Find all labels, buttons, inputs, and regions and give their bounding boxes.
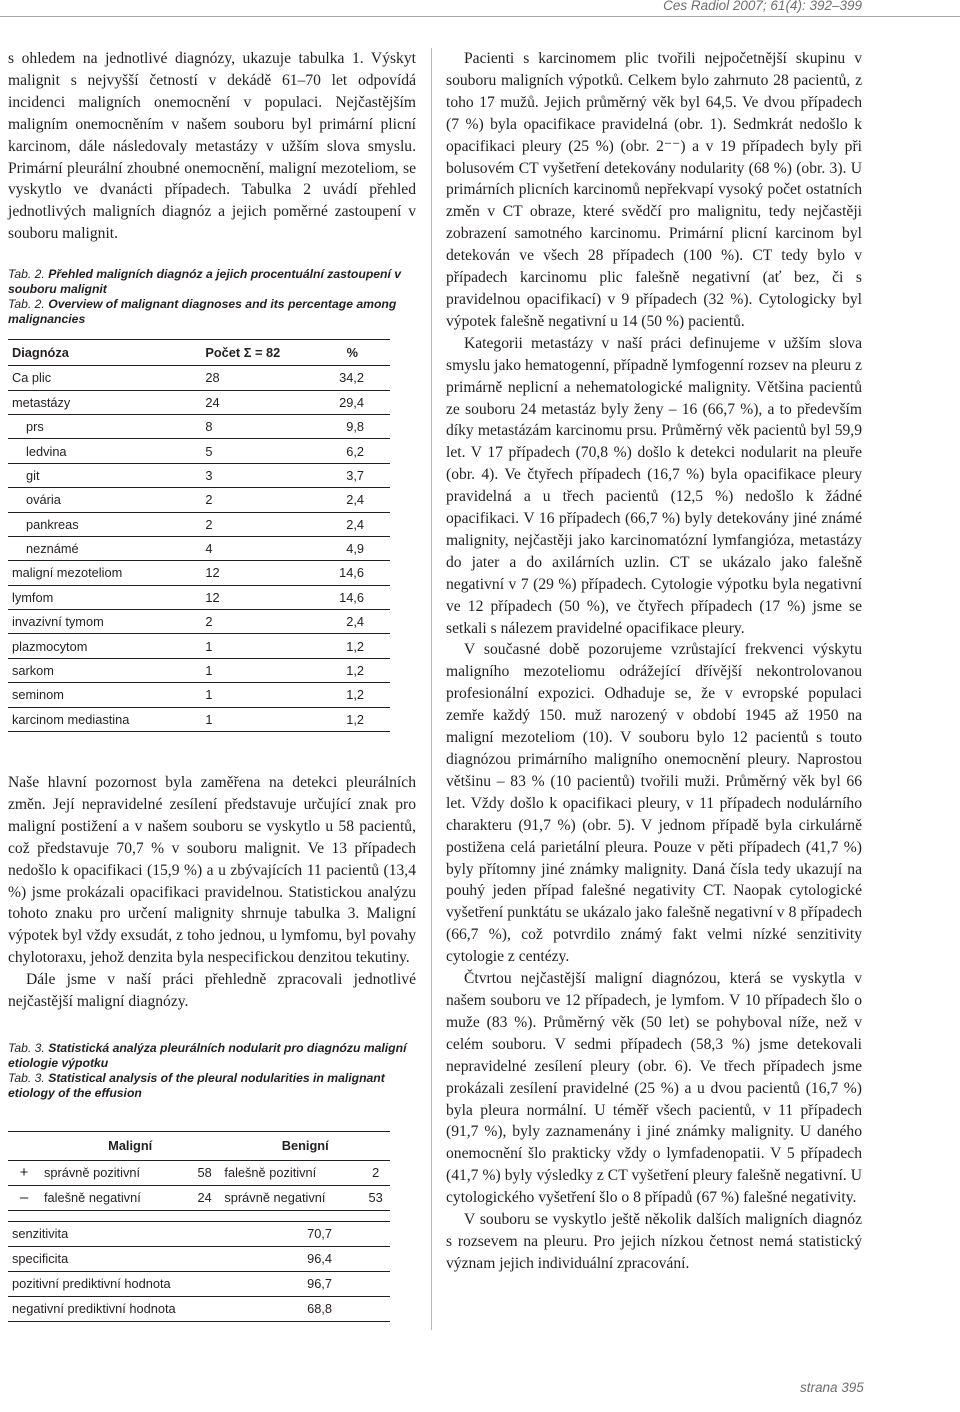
table2-cell-diagnosis: lymfom [8, 585, 171, 609]
table2-cell-count: 1 [171, 707, 318, 731]
table3-cell-malignant-label: falešně negativní [40, 1185, 189, 1210]
right-column [446, 48, 862, 1275]
table2-cell-percent: 2,4 [318, 488, 390, 512]
table3-header-benign: Benigní [220, 1131, 390, 1160]
header-rule [0, 16, 960, 17]
table3-metric-row [8, 1271, 390, 1296]
table3-metric-value: 70,7 [220, 1221, 390, 1246]
table2-cell-count: 5 [171, 439, 318, 463]
table2-cell-percent: 3,7 [318, 463, 390, 487]
table2-caption [8, 267, 416, 327]
table3-cell-malignant-value: 58 [189, 1160, 221, 1185]
table2-row [8, 585, 390, 609]
table3-header-malignant: Maligní [40, 1131, 220, 1160]
table2-cell-diagnosis: sarkom [8, 658, 171, 682]
table3-row [8, 1160, 390, 1185]
table2-cell-count: 28 [171, 366, 318, 390]
table3-cell-malignant-value: 24 [189, 1185, 221, 1210]
table2-row [8, 414, 390, 438]
right-paragraph-3: V současné době pozorujeme vzrůstající frekvenci výskytu maligního mezoteliomu odrážející dřívější nekontrolovanou profesionální expozici. Odhaduje se, že v evropské populaci zemře každý 150. muž narozený v období 1945 až 1950 na maligní mezoteliom (10). V souboru bylo 12 pacientů s touto diagnózou primárního maligního onemocnění pleury. Naprostou většinu – 83 % (10 pacientů) tvořili muži. Průměrný věk byl 66 let. Vždy došlo k opacifikaci pleury, v 11 případech nodulárního charakteru (91,7 %) (obr. 5). V jednom případě byla cirkulárně postižena celá parietální pleura. Pouze v pěti případech (41,7 %) byly přítomny jiné známky malignity. Daná čísla tedy ukazují na pouhý jeden případ falešné negativity CT. Naopak cytologické vyšetření punktátu se ukázalo jako falešně negativní v 8 případech (66,7 %), což potvrdilo známý fakt velmi nízké senzitivity cytologie z centézy. [446, 641, 862, 966]
table3-header-row [8, 1131, 390, 1160]
table3-row [8, 1185, 390, 1210]
table3-cell-benign-value: 53 [361, 1185, 390, 1210]
table2-row [8, 634, 390, 658]
table3-metric-name: pozitivní prediktivní hodnota [8, 1271, 220, 1296]
page-number: strana 395 [800, 1380, 864, 1395]
table2-cell-diagnosis: seminom [8, 683, 171, 707]
table2-cell-percent: 4,9 [318, 536, 390, 560]
table3-metric-name: senzitivita [8, 1221, 220, 1246]
table3-metric-value: 96,7 [220, 1271, 390, 1296]
table3-metric-row [8, 1246, 390, 1271]
table3-metric-name: specificita [8, 1246, 220, 1271]
table3-cell-benign-label: správně negativní [220, 1185, 361, 1210]
table2-header-count: Počet Σ = 82 [171, 340, 318, 366]
table2-body [8, 366, 390, 732]
table2-cell-diagnosis: invazivní tymom [8, 610, 171, 634]
table2-cell-count: 3 [171, 463, 318, 487]
table2-row [8, 610, 390, 634]
table3-spacer-row [8, 1210, 390, 1221]
table3-cell-sign: + [8, 1160, 40, 1185]
column-divider [431, 48, 432, 1330]
left-paragraph-2: Naše hlavní pozornost byla zaměřena na detekci pleurálních změn. Její nepravidelné zesílení představuje určující znak pro maligní postižení a v našem souboru se vyskytlo u 58 pacientů, což představuje 70,7 % v souboru malignit. Ve 13 případech nedošlo k opacifikaci (15,9 %) a u zbývajících 11 pacientů (13,4 %) jsme prokázali opacifikaci pravidelnou. Statistickou analýzu tohoto znaku pro určení malignity shrnuje tabulka 3. Maligní výpotek byl vždy exsudát, z toho jednou, u lymfomu, byl povahy chylotoraxu, jehož denzita byla nespecifickou denzitou tekutiny. [8, 774, 416, 967]
table2-row [8, 488, 390, 512]
table3-cell-benign-value: 2 [361, 1160, 390, 1185]
right-paragraph-4: Čtvrtou nejčastější maligní diagnózou, která se vyskytla v našem souboru ve 12 případech, je lymfom. V 10 případech šlo o muže (83 %). Průměrný věk (50 let) se pohyboval níže, než v celém souboru. V sedmi případech (58,3 %) jsme detekovali nepravidelné zesílení pleury (obr. 6). Ve třech případech jsme prokázali zesílení pravidelné (25 %) a u dvou pacientů (16,7 %) byla pleura normální. U téměř všech pacientů, v 11 případech (91,7 %), byly zaznamenány i jiné známky malignity. U daného onemocnění šlo prakticky vždy o lymfadenopatii. V 5 případech (41,7 %) byly výsledky z CT vyšetření pleury falešně negativní. U cytologického vyšetření šlo o 8 případů (67 %) falešné negativity. [446, 970, 862, 1207]
table2-cell-diagnosis: Ca plic [8, 366, 171, 390]
table3 [8, 1131, 390, 1322]
table2-cell-diagnosis: plazmocytom [8, 634, 171, 658]
table2-row [8, 536, 390, 560]
left-paragraph-1: s ohledem na jednotlivé diagnózy, ukazuje tabulka 1. Výskyt malignit s nejvyšší četností v dekádě 61–70 let odpovídá incidenci maligních onemocnění v populaci. Nejčastějším maligním onemocněním v našem souboru byl primární plicní karcinom, dále následovaly metastázy v užším slova smyslu. Primární pleurální zhoubné onemocnění, maligní mezoteliom, se vyskytlo ve dvanácti případech. Tabulka 2 uvádí přehled jednotlivých maligních diagnóz a jejich poměrné zastoupení v souboru malignit. [8, 50, 416, 243]
table2-cell-count: 1 [171, 683, 318, 707]
table2-row [8, 439, 390, 463]
table2-cell-diagnosis: ovária [8, 488, 171, 512]
table2-cell-percent: 34,2 [318, 366, 390, 390]
table2-cell-count: 12 [171, 585, 318, 609]
table2-cell-count: 12 [171, 561, 318, 585]
table2-cell-count: 2 [171, 512, 318, 536]
table3-cell-malignant-label: správně pozitivní [40, 1160, 189, 1185]
table2-row [8, 512, 390, 536]
table2-cell-count: 8 [171, 414, 318, 438]
table3-metric-value: 96,4 [220, 1246, 390, 1271]
table2-row [8, 707, 390, 731]
table2-cell-percent: 2,4 [318, 512, 390, 536]
table3-caption-en: Tab. 3. Statistical analysis of the pleural nodularities in malignant etiology of the effusion [8, 1070, 385, 1100]
table3-metric-value: 68,8 [220, 1296, 390, 1321]
table3-metric-name: negativní prediktivní hodnota [8, 1296, 220, 1321]
table3-cell-sign: – [8, 1185, 40, 1210]
table2-cell-percent: 1,2 [318, 634, 390, 658]
table2-cell-percent: 9,8 [318, 414, 390, 438]
right-paragraph-5: V souboru se vyskytlo ještě několik dalších maligních diagnóz s rozsevem na pleuru. Pro jejich nízkou četnost nemá statistický význam jejich individuální zpracování. [446, 1211, 862, 1272]
right-paragraph-1: Pacienti s karcinomem plic tvořili nejpočetnější skupinu v souboru maligních výpotků. Celkem bylo zahrnuto 28 pacientů, z toho 17 mužů. Jejich průměrný věk byl 64,5. Ve dvou případech (7 %) byla opacifikace pravidelná (obr. 1). Sedmkrát nedošlo k opacifikaci pleury (25 %) (obr. 2⁻⁻) a v 19 případech byly při bolusovém CT vyšetření detekovány nodularity (68 %) (obr. 3). U primárních plicních karcinomů nepřekvapí vysoký počet ostatních změn v CT obraze, které svědčí pro malignitu, tedy nejčastěji zobrazení samotného karcinomu. Primární plicní karcinom byl detekován ve všech 28 případech (100 %). CT tedy bylo v případech karcinomu plic falešně negativní (ať bez, či s pravidelnou opacifikací) v 9 případech (32 %). Cytologicky byl výpotek falešně negativní u 14 (50 %) pacientů. [446, 50, 862, 330]
table2-cell-count: 4 [171, 536, 318, 560]
table2-cell-diagnosis: prs [8, 414, 171, 438]
left-paragraph-3: Dále jsme v naší práci přehledně zpracovali jednotlivé nejčastější maligní diagnózy. [8, 971, 416, 1011]
table2-cell-count: 2 [171, 488, 318, 512]
table2-cell-percent: 14,6 [318, 585, 390, 609]
table3-metric-row [8, 1221, 390, 1246]
journal-reference: Ces Radiol 2007; 61(4): 392–399 [663, 0, 862, 13]
table2-cell-percent: 1,2 [318, 683, 390, 707]
table2-cell-percent: 6,2 [318, 439, 390, 463]
table2 [8, 339, 390, 732]
table2-header-diagnosis: Diagnóza [8, 340, 171, 366]
table3-caption-cz: Tab. 3. Statistická analýza pleurálních nodularit pro diagnózu maligní etiologie výpotku [8, 1040, 407, 1070]
table2-cell-count: 24 [171, 390, 318, 414]
table2-row [8, 390, 390, 414]
table2-cell-diagnosis: ledvina [8, 439, 171, 463]
table2-row [8, 561, 390, 585]
table2-row [8, 683, 390, 707]
table2-row [8, 658, 390, 682]
left-column [8, 48, 416, 1322]
table2-row [8, 366, 390, 390]
table2-header-percent: % [318, 340, 390, 366]
table2-cell-percent: 1,2 [318, 658, 390, 682]
table2-cell-count: 1 [171, 658, 318, 682]
table2-cell-diagnosis: metastázy [8, 390, 171, 414]
table2-cell-diagnosis: git [8, 463, 171, 487]
table2-row [8, 463, 390, 487]
table3-body [8, 1160, 390, 1321]
table3-caption [8, 1041, 416, 1101]
table2-caption-en: Tab. 2. Overview of malignant diagnoses and its percentage among malignancies [8, 297, 397, 327]
table2-cell-count: 2 [171, 610, 318, 634]
table2-cell-diagnosis: neznámé [8, 536, 171, 560]
table2-cell-diagnosis: karcinom mediastina [8, 707, 171, 731]
table2-cell-diagnosis: pankreas [8, 512, 171, 536]
table2-cell-diagnosis: maligní mezoteliom [8, 561, 171, 585]
table2-caption-cz: Tab. 2. Přehled maligních diagnóz a jejich procentuální zastoupení v souboru malignit [8, 267, 402, 297]
table3-cell-benign-label: falešně pozitivní [220, 1160, 361, 1185]
table2-cell-percent: 29,4 [318, 390, 390, 414]
table2-header-row [8, 340, 390, 366]
table2-cell-percent: 2,4 [318, 610, 390, 634]
table3-metric-row [8, 1296, 390, 1321]
table2-cell-percent: 14,6 [318, 561, 390, 585]
right-paragraph-2: Kategorii metastázy v naší práci definujeme v užším slova smyslu jako hematogenní, případně lymfogenní rozsev na pleuru z primárně neplicní a nehematologické malignity. Většina pacientů ze souboru 24 metastáz byly ženy – 16 (66,7 %), a to především díky metastázám karcinomu prsu. Průměrný věk pacientů byl 59,9 let. V 17 případech (70,8 %) došlo k detekci nodularit na pleuře (obr. 4). Ve čtyřech případech (16,7 %) byla opacifikace pleury pravidelná a u třech pacientů (12,5 %) nedošlo k žádné opacifikaci. V 16 případech (66,7 %) byly detekovány jiné známé malignity, nejčastěji jako karcinomatózní lymfangióza, metastázy do jater a do axilárních uzlin. CT se ukázalo jako falešně negativní v 7 (29 %) případech. Cytologie výpotku byla negativní ve 12 případech (50 %), ve čtyřech případech (17 %) jsme se setkali s nálezem pravidelné opacifikace pleury. [446, 334, 862, 637]
table2-cell-percent: 1,2 [318, 707, 390, 731]
table2-cell-count: 1 [171, 634, 318, 658]
